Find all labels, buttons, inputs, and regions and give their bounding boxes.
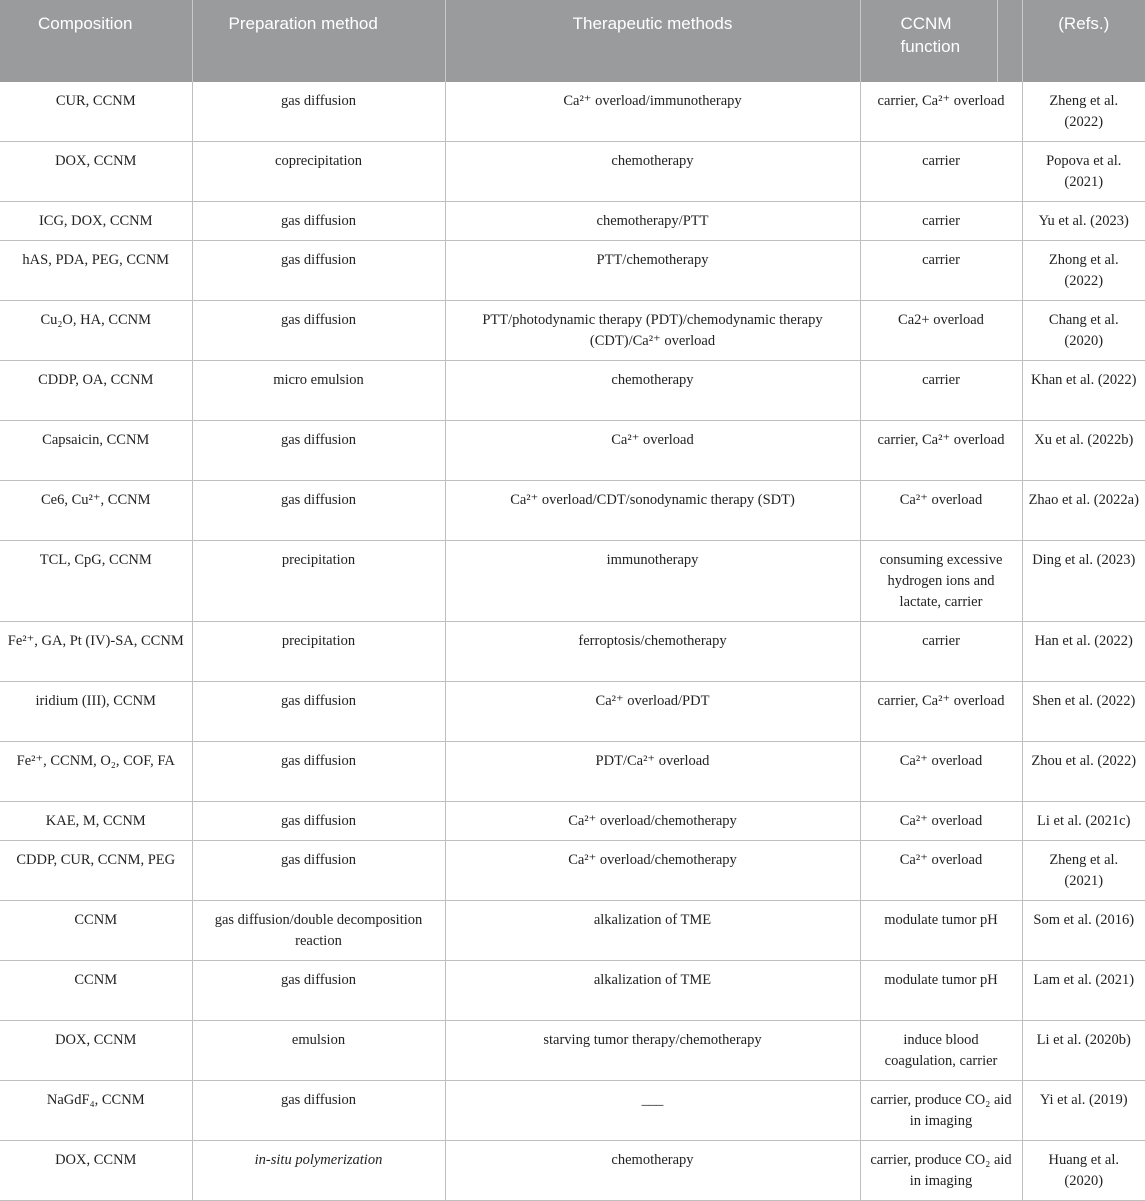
cell-preparation (192, 1141, 445, 1201)
table-row (0, 1081, 1145, 1141)
cell-composition: DOX, CCNM (0, 1021, 192, 1081)
cell-composition: Fe²⁺, GA, Pt (IV)-SA, CCNM (0, 622, 192, 682)
cell-ref: Zhao et al. (2022a) (1022, 481, 1145, 541)
cell-composition: CDDP, OA, CCNM (0, 361, 192, 421)
table-row (0, 142, 1145, 202)
header-preparation-method: Preparation method (192, 0, 445, 82)
cell-ref: Ding et al. (2023) (1022, 541, 1145, 622)
cell-composition: CUR, CCNM (0, 82, 192, 142)
cell-function: consuming excessive hydrogen ions and lactate, carrier (860, 541, 1022, 622)
cell-preparation: emulsion (192, 1021, 445, 1081)
cell-composition: iridium (III), CCNM (0, 682, 192, 742)
cell-ref: Lam et al. (2021) (1022, 961, 1145, 1021)
cell-preparation: gas diffusion (192, 682, 445, 742)
cell-ref: Han et al. (2022) (1022, 622, 1145, 682)
cell-therapeutic: chemotherapy/PTT (445, 202, 860, 241)
cell-function: carrier, Ca²⁺ overload (860, 421, 1022, 481)
header-divider (997, 0, 998, 82)
cell-function: Ca²⁺ overload (860, 742, 1022, 802)
cell-preparation: gas diffusion/double decomposition reaction (192, 901, 445, 961)
table-row (0, 841, 1145, 901)
cell-preparation: gas diffusion (192, 481, 445, 541)
cell-composition: NaGdF₄, CCNM (0, 1081, 192, 1141)
table-row (0, 301, 1145, 361)
table-row (0, 682, 1145, 742)
cell-preparation: precipitation (192, 541, 445, 622)
cell-therapeutic: Ca²⁺ overload/CDT/sonodynamic therapy (SDT) (445, 481, 860, 541)
cell-ref: Khan et al. (2022) (1022, 361, 1145, 421)
table-row (0, 1141, 1145, 1201)
cell-therapeutic: PTT/chemotherapy (445, 241, 860, 301)
header-refs: (Refs.) (1022, 0, 1145, 82)
header-composition: Composition (0, 0, 192, 82)
cell-therapeutic: Ca²⁺ overload/chemotherapy (445, 802, 860, 841)
cell-therapeutic: alkalization of TME (445, 961, 860, 1021)
cell-preparation: gas diffusion (192, 301, 445, 361)
cell-preparation: gas diffusion (192, 82, 445, 142)
cell-composition: Cu₂O, HA, CCNM (0, 301, 192, 361)
header-row (0, 0, 1145, 82)
cell-composition: CDDP, CUR, CCNM, PEG (0, 841, 192, 901)
cell-composition: CCNM (0, 901, 192, 961)
table-row (0, 1021, 1145, 1081)
cell-function: carrier, produce CO₂ aid in imaging (860, 1141, 1022, 1201)
header-ccnm-function-label: CCNM function (900, 14, 961, 56)
cell-therapeutic: Ca²⁺ overload/chemotherapy (445, 841, 860, 901)
cell-ref: Zhou et al. (2022) (1022, 742, 1145, 802)
cell-therapeutic: ___ (445, 1081, 860, 1141)
cell-ref: Huang et al. (2020) (1022, 1141, 1145, 1201)
table-row (0, 901, 1145, 961)
cell-therapeutic: PDT/Ca²⁺ overload (445, 742, 860, 802)
cell-function: Ca2+ overload (860, 301, 1022, 361)
cell-function: carrier (860, 241, 1022, 301)
cell-ref: Xu et al. (2022b) (1022, 421, 1145, 481)
cell-function: Ca²⁺ overload (860, 841, 1022, 901)
cell-therapeutic: chemotherapy (445, 361, 860, 421)
cell-composition: ICG, DOX, CCNM (0, 202, 192, 241)
header-therapeutic-methods: Therapeutic methods (445, 0, 860, 82)
cell-composition: Capsaicin, CCNM (0, 421, 192, 481)
cell-function: carrier, Ca²⁺ overload (860, 82, 1022, 142)
cell-therapeutic: Ca²⁺ overload (445, 421, 860, 481)
cell-function: Ca²⁺ overload (860, 802, 1022, 841)
cell-preparation-italic: in-situ polymerization (254, 1152, 383, 1168)
cell-ref: Shen et al. (2022) (1022, 682, 1145, 742)
cell-function: carrier (860, 202, 1022, 241)
cell-therapeutic: chemotherapy (445, 142, 860, 202)
cell-function: modulate tumor pH (860, 901, 1022, 961)
cell-function: carrier, produce CO₂ aid in imaging (860, 1081, 1022, 1141)
cell-therapeutic: alkalization of TME (445, 901, 860, 961)
cell-function: carrier (860, 361, 1022, 421)
cell-preparation: gas diffusion (192, 961, 445, 1021)
table-row (0, 82, 1145, 142)
cell-therapeutic: starving tumor therapy/chemotherapy (445, 1021, 860, 1081)
cell-therapeutic: Ca²⁺ overload/PDT (445, 682, 860, 742)
cell-therapeutic: PTT/photodynamic therapy (PDT)/chemodynamic therapy (CDT)/Ca²⁺ overload (445, 301, 860, 361)
table-row (0, 421, 1145, 481)
cell-ref: Li et al. (2020b) (1022, 1021, 1145, 1081)
cell-composition: Fe²⁺, CCNM, O₂, COF, FA (0, 742, 192, 802)
table-row (0, 541, 1145, 622)
table-row (0, 361, 1145, 421)
cell-composition: Ce6, Cu²⁺, CCNM (0, 481, 192, 541)
cell-composition: TCL, CpG, CCNM (0, 541, 192, 622)
cell-composition: KAE, M, CCNM (0, 802, 192, 841)
cell-therapeutic: Ca²⁺ overload/immunotherapy (445, 82, 860, 142)
cell-function: modulate tumor pH (860, 961, 1022, 1021)
cell-preparation: micro emulsion (192, 361, 445, 421)
cell-preparation: gas diffusion (192, 742, 445, 802)
cell-preparation: gas diffusion (192, 241, 445, 301)
table-row (0, 742, 1145, 802)
cell-ref: Zheng et al. (2021) (1022, 841, 1145, 901)
table-header (0, 0, 1145, 82)
cell-preparation: coprecipitation (192, 142, 445, 202)
cell-ref: Chang et al. (2020) (1022, 301, 1145, 361)
cell-preparation: gas diffusion (192, 202, 445, 241)
cell-ref: Som et al. (2016) (1022, 901, 1145, 961)
cell-therapeutic: immunotherapy (445, 541, 860, 622)
table-row (0, 241, 1145, 301)
cell-ref: Popova et al. (2021) (1022, 142, 1145, 202)
cell-composition: hAS, PDA, PEG, CCNM (0, 241, 192, 301)
cell-ref: Zhong et al. (2022) (1022, 241, 1145, 301)
cell-composition: DOX, CCNM (0, 1141, 192, 1201)
cell-preparation: precipitation (192, 622, 445, 682)
cell-composition: CCNM (0, 961, 192, 1021)
table-row (0, 961, 1145, 1021)
header-ccnm-function (860, 0, 1022, 82)
cell-function: carrier, Ca²⁺ overload (860, 682, 1022, 742)
table-row (0, 622, 1145, 682)
table-body (0, 82, 1145, 1201)
cell-preparation: gas diffusion (192, 421, 445, 481)
cell-ref: Zheng et al. (2022) (1022, 82, 1145, 142)
cell-therapeutic: chemotherapy (445, 1141, 860, 1201)
table-row (0, 481, 1145, 541)
cell-function: induce blood coagulation, carrier (860, 1021, 1022, 1081)
cell-therapeutic: ferroptosis/chemotherapy (445, 622, 860, 682)
cell-function: carrier (860, 142, 1022, 202)
cell-preparation: gas diffusion (192, 841, 445, 901)
cell-preparation: gas diffusion (192, 802, 445, 841)
cell-preparation: gas diffusion (192, 1081, 445, 1141)
cell-ref: Yi et al. (2019) (1022, 1081, 1145, 1141)
cell-ref: Yu et al. (2023) (1022, 202, 1145, 241)
table-row (0, 202, 1145, 241)
cell-ref: Li et al. (2021c) (1022, 802, 1145, 841)
cell-composition: DOX, CCNM (0, 142, 192, 202)
cell-function: carrier (860, 622, 1022, 682)
cell-function: Ca²⁺ overload (860, 481, 1022, 541)
table-row (0, 802, 1145, 841)
